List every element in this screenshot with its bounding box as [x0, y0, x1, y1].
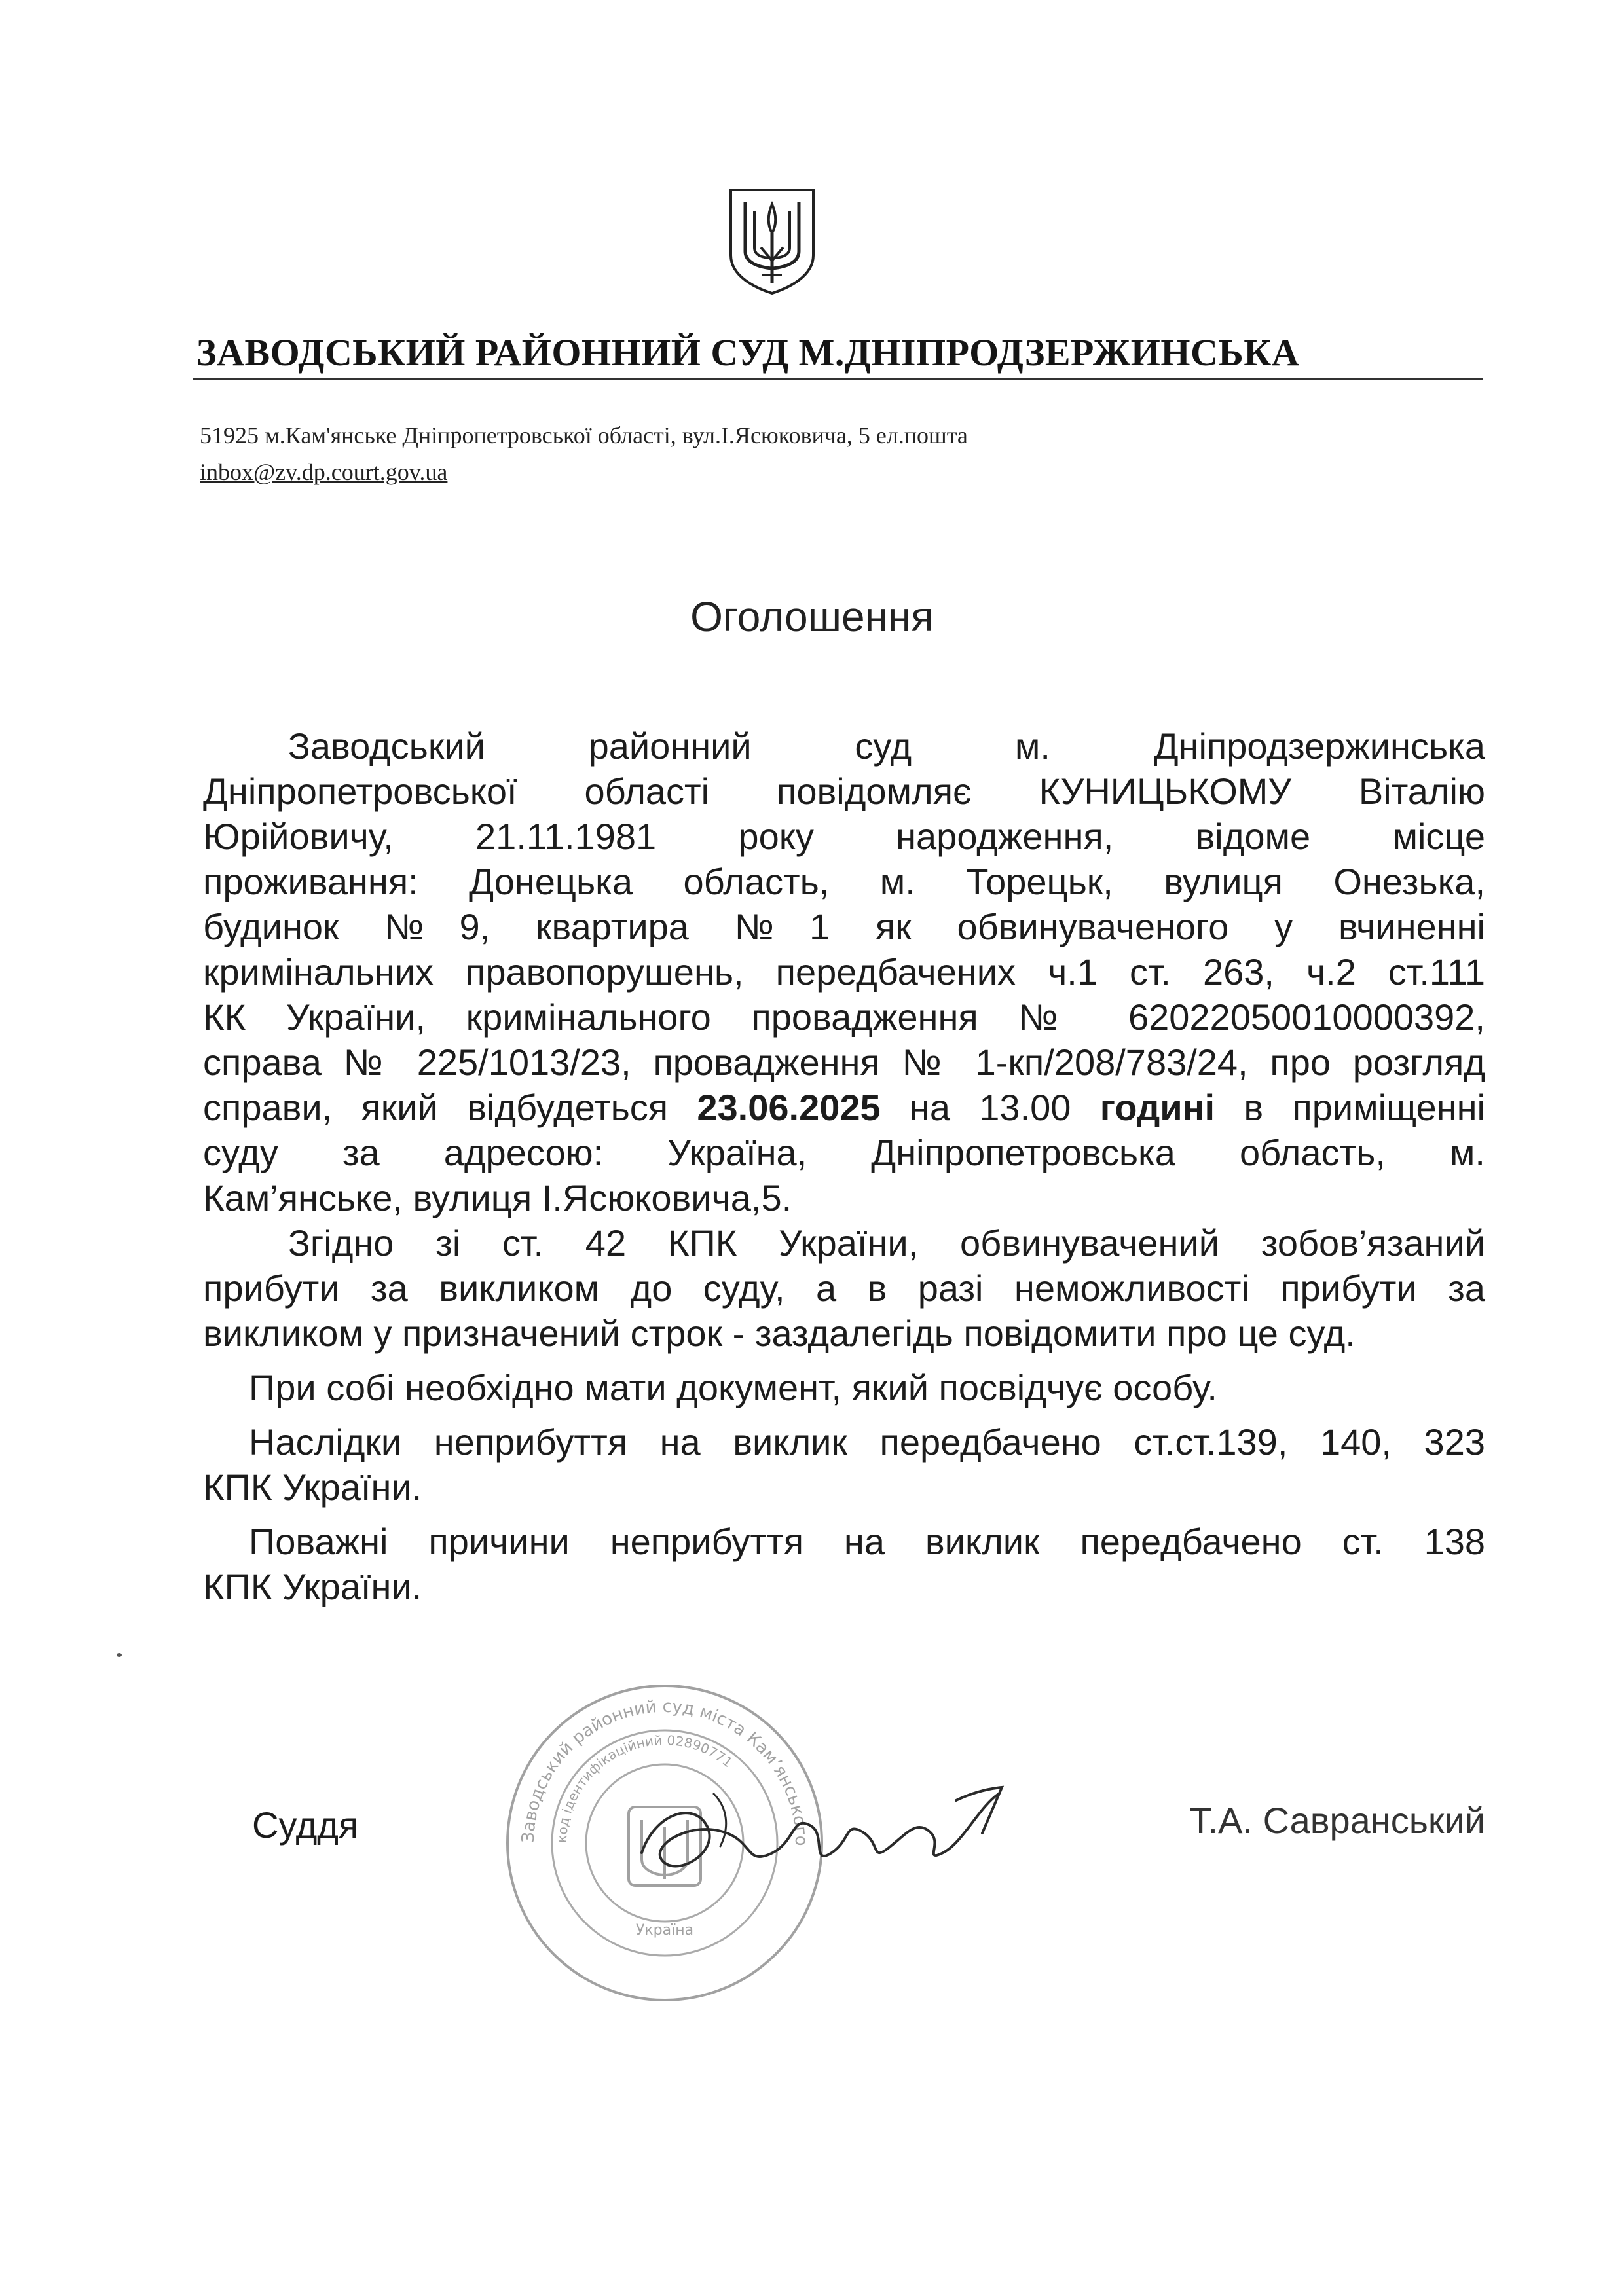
header-divider — [193, 378, 1483, 380]
notice-line: Юрійовичу, 21.11.1981 року народження, відоме місце — [203, 816, 1485, 857]
notice-line: При собі необхідно мати документ, який посвідчує особу. — [249, 1367, 1217, 1408]
judge-label: Суддя — [252, 1804, 359, 1846]
judge-name: Т.А. Савранський — [1189, 1800, 1485, 1841]
paragraph-gap — [203, 1356, 1485, 1365]
notice-line: КПК України. — [203, 1467, 422, 1508]
notice-line: справа № 225/1013/23, провадження № 1-кп/208/783/24, про розгляд — [203, 1042, 1485, 1083]
notice-text: справи, який відбудеться — [203, 1087, 697, 1128]
stamp-country-text: Україна — [635, 1922, 694, 1939]
notice-line: Кам’янське, вулиця І.Ясюковича,5. — [203, 1177, 792, 1218]
notice-line: прибути за викликом до суду, а в разі неможливості прибути за — [203, 1267, 1485, 1309]
notice-line: кримінальних правопорушень, передбачених ч.1 ст. 263, ч.2 ст.111 — [203, 951, 1485, 993]
hearing-date: 23.06.2025 — [697, 1087, 881, 1128]
notice-line: суду за адресою: Україна, Дніпропетровська область, м. — [203, 1132, 1485, 1173]
notice-line: Поважні причини неприбуття на виклик передбачено ст. 138 — [249, 1521, 1485, 1562]
court-email-link[interactable]: inbox@zv.dp.court.gov.ua — [200, 459, 448, 485]
court-name: ЗАВОДСЬКИЙ РАЙОННИЙ СУД М.ДНІПРОДЗЕРЖИНСЬКА — [196, 331, 1300, 374]
notice-line: викликом у призначений строк - заздалегідь повідомити про це суд. — [203, 1313, 1356, 1354]
paragraph-gap — [203, 1410, 1485, 1419]
notice-line: Наслідки неприбуття на виклик передбачено ст.ст.139, 140, 323 — [249, 1421, 1485, 1463]
notice-text: в приміщенні — [1215, 1087, 1485, 1128]
hearing-hours-word: годині — [1099, 1087, 1215, 1128]
document-title: Оголошення — [690, 593, 934, 640]
notice-line: будинок №9, квартира №1 як обвинуваченого у вчиненні — [203, 906, 1485, 947]
trident-emblem-icon — [723, 185, 821, 296]
scan-speck — [117, 1653, 122, 1657]
notice-line: КПК України. — [203, 1566, 422, 1607]
notice-line: проживання: Донецька область, м. Торецьк, вулиця Онезька, — [203, 861, 1485, 902]
paragraph-gap — [203, 1510, 1485, 1519]
notice-line: Заводський районний суд м. Дніпродзержинська — [288, 725, 1485, 767]
judge-signature — [616, 1755, 1008, 1912]
notice-line: Згідно зі ст. 42 КПК України, обвинувачений зобов’язаний — [288, 1222, 1485, 1264]
hearing-time: на 13.00 — [880, 1087, 1100, 1128]
notice-line: КК України, кримінального провадження № 62022050010000392, — [203, 996, 1485, 1038]
notice-line-hearing-date — [203, 1085, 1485, 1130]
court-address: 51925 м.Кам'янське Дніпропетровської області, вул.І.Ясюковича, 5 ел.пошта — [200, 422, 968, 448]
notice-body — [203, 723, 1485, 1609]
stamp-ring-text: Заводський районний суд міста Кам’янського — [518, 1696, 811, 1846]
notice-line: Дніпропетровської області повідомляє КУНИЦЬКОМУ Віталію — [203, 771, 1485, 812]
stamp-code-text: код ідентифікаційний 02890771 — [553, 1732, 736, 1844]
